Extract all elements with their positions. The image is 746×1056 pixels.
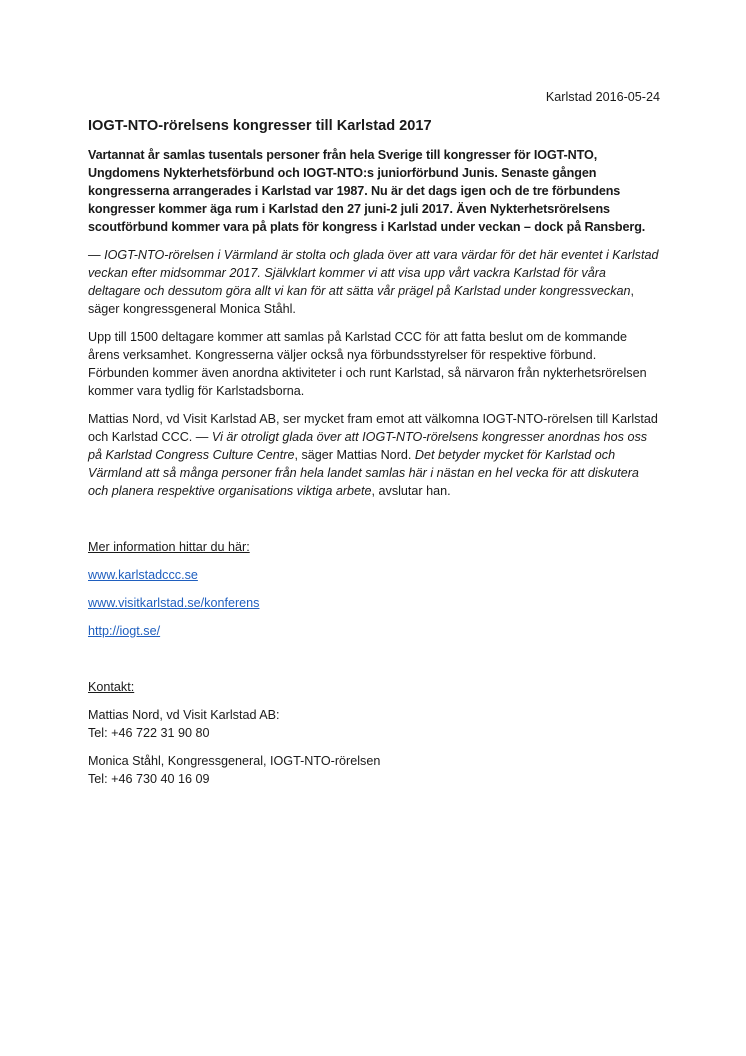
paragraph-intro: Mattias Nord, vd Visit Karlstad AB, ser mycket fram emot att välkomna IOGT-NTO-rörelsen till Karlstad och Karlstad CCC. — [88, 412, 658, 444]
link-iogt[interactable]: http://iogt.se/ [88, 624, 161, 638]
more-info-heading: Mer information hittar du här: [88, 540, 250, 554]
link-item [88, 594, 660, 612]
contact-heading: Kontakt: [88, 680, 135, 694]
paragraph-mid: , säger Mattias Nord. [294, 448, 415, 462]
link-item [88, 622, 660, 640]
contact-phone: Tel: +46 722 31 90 80 [88, 726, 210, 740]
link-visitkarlstad[interactable]: www.visitkarlstad.se/konferens [88, 596, 260, 610]
quote-attribution: , säger kongressgeneral Monica Ståhl. [88, 284, 635, 316]
paragraph-end: , avslutar han. [371, 484, 451, 498]
link-item [88, 566, 660, 584]
contact-name: Mattias Nord, vd Visit Karlstad AB: [88, 708, 280, 722]
link-karlstadccc[interactable]: www.karlstadccc.se [88, 568, 198, 582]
spacer [88, 650, 660, 678]
paragraph-quote-2: Det betyder mycket för Karlstad och Värmland att så många personer från hela landet samlas här i nästan en hel vecka för att diskutera och planera respektive organisations viktiga arbete [88, 448, 639, 498]
contact-entry [88, 706, 660, 742]
contact-entry [88, 752, 660, 788]
date-line: Karlstad 2016-05-24 [545, 90, 660, 104]
press-release-page [88, 88, 660, 798]
spacer [88, 510, 660, 538]
quote-paragraph [88, 246, 660, 318]
lead-paragraph: Vartannat år samlas tusentals personer från hela Sverige till kongresser för IOGT-NTO, Ungdomens Nykterhetsförbund och IOGT-NTO:s juniorförbund Junis. Senaste gången kongresserna arrangerades i Karlstad var 1987. Nu är det dags igen och de tre förbundens kongresser kommer äga rum i Karlstad den 27 juni-2 juli 2017. Även Nykterhetsrörelsens scoutförbund kommer vara på plats för kongress i Karlstad under veckan – dock på Ransberg. [88, 148, 646, 234]
body-paragraph-visit-karlstad [88, 410, 660, 500]
paragraph-quote-1: Vi är otroligt glada över att IOGT-NTO-rörelsens kongresser anordnas hos oss på Karlstad Congress Culture Centre [88, 430, 648, 462]
press-release-title: IOGT-NTO-rörelsens kongresser till Karlstad 2017 [88, 118, 432, 134]
contact-phone: Tel: +46 730 40 16 09 [88, 772, 210, 786]
quote-italic: — IOGT-NTO-rörelsen i Värmland är stolta och glada över att vara värdar för det här eventet i Karlstad veckan efter midsommar 2017. Självklart kommer vi att visa upp vårt vackra Karlstad för våra deltagare och dessutom göra allt vi kan för att sätta vår prägel på Karlstad under kongressveckan [88, 248, 659, 298]
body-paragraph-participants: Upp till 1500 deltagare kommer att samlas på Karlstad CCC för att fatta beslut om de kommande årens verksamhet. Kongresserna väljer också nya förbundsstyrelser för respektive förbund. Förbunden kommer även anordna aktiviteter i och runt Karlstad, så närvaron från nykterhetsrörelsen kommer vara tydlig för Karlstadsborna. [88, 330, 647, 398]
contact-name: Monica Ståhl, Kongressgeneral, IOGT-NTO-rörelsen [88, 754, 381, 768]
